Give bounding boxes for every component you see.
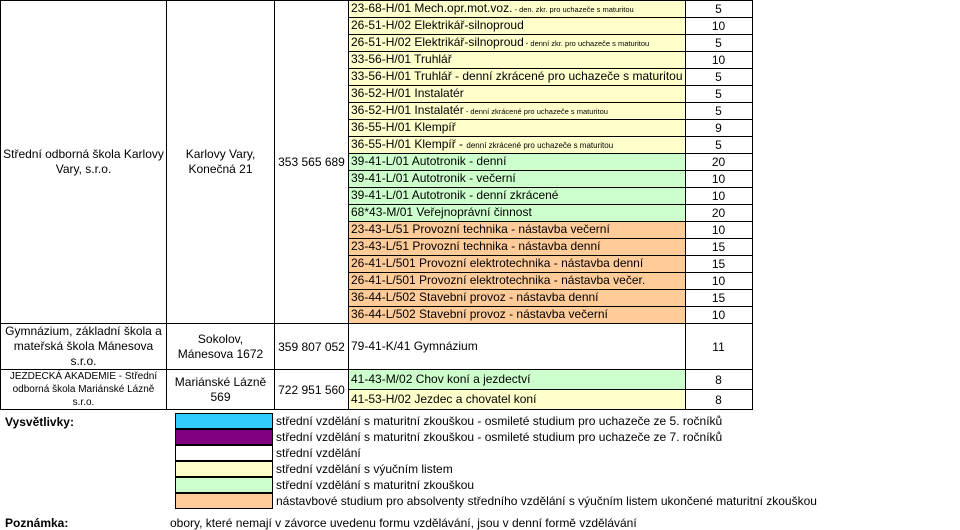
- table-row: [1, 1, 753, 18]
- school-name: JEZDECKÁ AKADEMIE - Střední odborná škola Mariánské Lázně s.r.o.: [1, 370, 167, 410]
- field-of-study: 68*43-M/01 Veřejnoprávní činnost: [349, 205, 686, 222]
- field-of-study: 23-68-H/01 Mech.opr.mot.voz. - den. zkr. pro uchazeče s maturitou: [349, 1, 686, 18]
- field-of-study: 36-55-H/01 Klempíř - denní zkrácené pro uchazeče s maturitou: [349, 137, 686, 154]
- field-of-study: 36-52-H/01 Instalatér - denní zkrácené pro uchazeče s maturitou: [349, 103, 686, 120]
- legend-swatch: [175, 413, 273, 429]
- note-label: Poznámka:: [5, 516, 69, 530]
- legend-swatch: [175, 493, 273, 509]
- field-of-study: 33-56-H/01 Truhlář - denní zkrácené pro uchazeče s maturitou: [349, 69, 686, 86]
- field-of-study: 26-51-H/02 Elektrikář-silnoproud - denní zkr. pro uchazeče s maturitou: [349, 35, 686, 52]
- student-count: 10: [685, 188, 752, 205]
- legend-swatch: [175, 429, 273, 445]
- student-count: 5: [685, 69, 752, 86]
- legend-text: střední vzdělání s maturitní zkouškou - osmileté studium pro uchazeče ze 5. ročníků: [276, 414, 723, 428]
- field-of-study: 79-41-K/41 Gymnázium: [349, 324, 686, 370]
- school-address: Sokolov, Mánesova 1672: [167, 324, 275, 370]
- field-of-study: 39-41-L/01 Autotronik - denní: [349, 154, 686, 171]
- student-count: 9: [685, 120, 752, 137]
- field-of-study: 41-43-M/02 Chov koní a jezdectví: [349, 370, 686, 390]
- student-count: 10: [685, 171, 752, 188]
- school-phone: 353 565 689: [275, 1, 349, 324]
- school-phone: 722 951 560: [275, 370, 349, 410]
- field-of-study: 26-41-L/501 Provozní elektrotechnika - nástavba denní: [349, 256, 686, 273]
- field-of-study: 39-41-L/01 Autotronik - večerní: [349, 171, 686, 188]
- field-of-study: 33-56-H/01 Truhlář: [349, 52, 686, 69]
- field-of-study: 23-43-L/51 Provozní technika - nástavba večerní: [349, 222, 686, 239]
- school-phone: 359 807 052: [275, 324, 349, 370]
- legend-text: střední vzdělání: [276, 446, 361, 460]
- student-count: 5: [685, 35, 752, 52]
- student-count: 10: [685, 18, 752, 35]
- school-address: Karlovy Vary, Konečná 21: [167, 1, 275, 324]
- legend-text: střední vzdělání s maturitní zkouškou: [276, 478, 475, 492]
- field-of-study: 36-44-L/502 Stavební provoz - nástavba denní: [349, 290, 686, 307]
- school-name: Gymnázium, základní škola a mateřská škola Mánesova s.r.o.: [1, 324, 167, 370]
- field-of-study: 41-53-H/02 Jezdec a chovatel koní: [349, 390, 686, 410]
- student-count: 8: [685, 370, 752, 390]
- student-count: 5: [685, 137, 752, 154]
- legend-text: nástavbové studium pro absolventy středního vzdělání s výučním listem ukončené maturitní zkouškou: [276, 494, 817, 508]
- school-name: Střední odborná škola Karlovy Vary, s.r.o.: [1, 1, 167, 324]
- student-count: 10: [685, 222, 752, 239]
- field-of-study: 36-44-L/502 Stavební provoz - nástavba večerní: [349, 307, 686, 324]
- field-of-study: 26-41-L/501 Provozní elektrotechnika - nástavba večer.: [349, 273, 686, 290]
- legend-text: střední vzdělání s výučním listem: [276, 462, 453, 476]
- student-count: 15: [685, 256, 752, 273]
- student-count: 15: [685, 239, 752, 256]
- student-count: 15: [685, 290, 752, 307]
- school-address: Mariánské Lázně 569: [167, 370, 275, 410]
- table-row: [1, 370, 753, 390]
- student-count: 8: [685, 390, 752, 410]
- field-of-study: 26-51-H/02 Elektrikář-silnoproud: [349, 18, 686, 35]
- field-of-study: 36-55-H/01 Klempíř: [349, 120, 686, 137]
- student-count: 10: [685, 307, 752, 324]
- field-of-study: 36-52-H/01 Instalatér: [349, 86, 686, 103]
- field-of-study: 39-41-L/01 Autotronik - denní zkrácené: [349, 188, 686, 205]
- table-row: [1, 324, 753, 370]
- legend-swatch: [175, 477, 273, 493]
- student-count: 10: [685, 52, 752, 69]
- legend-swatch: [175, 445, 273, 461]
- student-count: 11: [685, 324, 752, 370]
- student-count: 10: [685, 273, 752, 290]
- student-count: 5: [685, 86, 752, 103]
- legend-label: Vysvětlivky:: [5, 415, 74, 429]
- student-count: 5: [685, 103, 752, 120]
- field-of-study: 23-43-L/51 Provozní technika - nástavba denní: [349, 239, 686, 256]
- student-count: 20: [685, 154, 752, 171]
- student-count: 5: [685, 1, 752, 18]
- student-count: 20: [685, 205, 752, 222]
- note-text: obory, které nemají v závorce uvedenu formu vzdělávání, jsou v denní formě vzdělávání: [170, 516, 637, 530]
- legend-swatch: [175, 461, 273, 477]
- legend-text: střední vzdělání s maturitní zkouškou - osmileté studium pro uchazeče ze 7. ročníků: [276, 430, 723, 444]
